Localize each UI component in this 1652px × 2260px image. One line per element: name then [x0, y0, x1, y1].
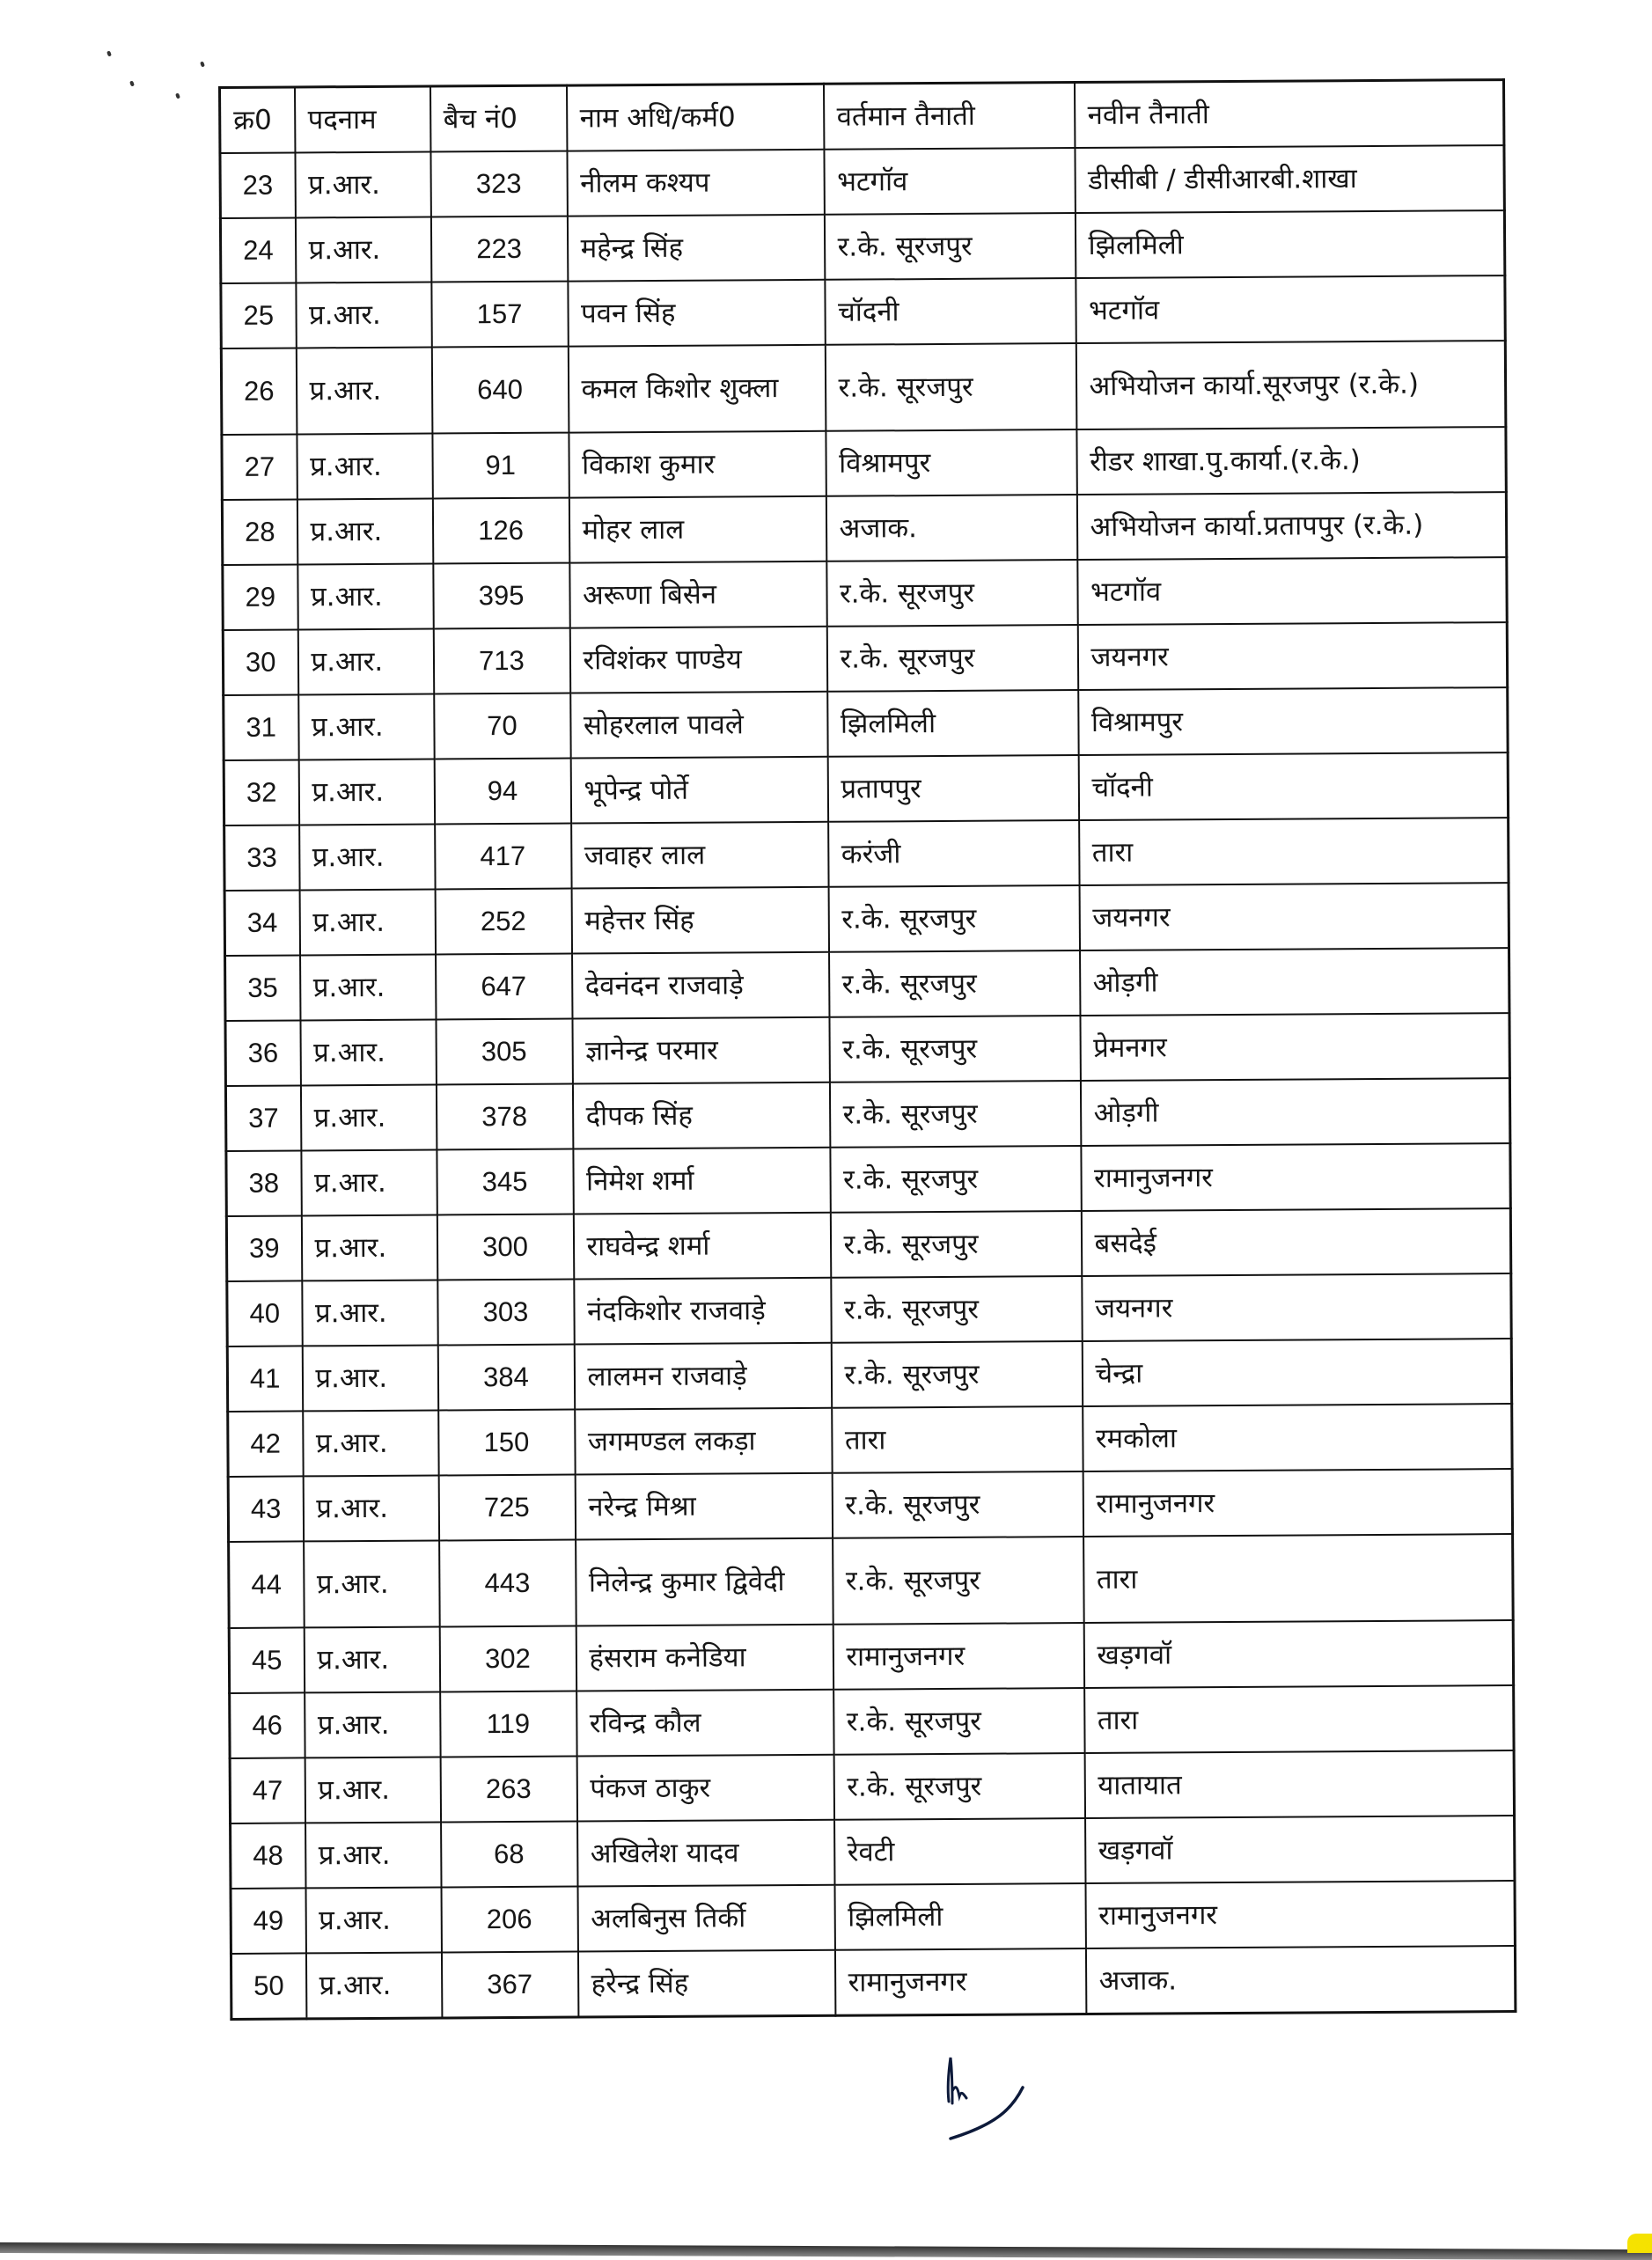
name-cell: नंदकिशोर राजवाड़े	[574, 1278, 831, 1345]
current-posting-cell: र.के. सूरजपुर	[830, 1211, 1081, 1278]
current-posting-cell: र.के. सूरजपुर	[833, 1753, 1084, 1820]
serial-no-cell: 26	[221, 348, 297, 435]
name-cell: निमेश शर्मा	[573, 1148, 830, 1214]
table-row	[222, 492, 1506, 565]
table-body	[220, 145, 1516, 2019]
batch-no-cell: 713	[433, 628, 569, 694]
designation-cell: प्र.आर.	[302, 1346, 437, 1412]
serial-no-cell: 24	[220, 217, 295, 283]
serial-no-cell: 31	[224, 694, 298, 760]
batch-no-cell: 252	[435, 889, 571, 955]
table-row	[228, 1404, 1512, 1477]
new-posting-cell: डीसीबी / डीसीआरबी.शाखा	[1075, 145, 1504, 213]
table-row	[227, 1273, 1511, 1346]
designation-cell: प्र.आर.	[296, 348, 432, 435]
current-posting-cell: र.के. सूरजपुर	[831, 1341, 1082, 1408]
table-row	[223, 622, 1507, 695]
serial-no-cell: 44	[229, 1541, 305, 1628]
current-posting-cell: र.के. सूरजपुर	[826, 560, 1077, 627]
name-cell: महेत्तर सिंह	[571, 887, 828, 954]
designation-cell: प्र.आर.	[305, 1822, 441, 1888]
current-posting-cell: र.के. सूरजपुर	[829, 1081, 1080, 1148]
serial-no-cell: 50	[231, 1953, 305, 2019]
name-cell: ज्ञानेन्द्र परमार	[572, 1017, 829, 1084]
batch-no-cell: 119	[440, 1691, 576, 1757]
designation-cell: प्र.आर.	[304, 1626, 439, 1692]
serial-no-cell: 28	[222, 499, 297, 565]
name-cell: जगमण्डल लकड़ा	[575, 1408, 832, 1475]
name-cell: अरूणा बिसेन	[569, 561, 826, 628]
batch-no-cell: 150	[438, 1410, 575, 1476]
designation-cell: प्र.आर.	[301, 1150, 437, 1216]
serial-no-cell: 46	[230, 1692, 305, 1758]
serial-no-cell: 27	[222, 434, 297, 500]
new-posting-cell: भटगॉव	[1077, 557, 1507, 625]
batch-no-cell: 725	[438, 1475, 575, 1541]
name-cell: विकाश कुमार	[569, 431, 826, 498]
signature	[933, 2051, 1056, 2147]
designation-cell: प्र.आर.	[305, 1952, 441, 2018]
current-posting-cell: रामानुजनगर	[834, 1948, 1085, 2015]
yellow-corner-mark	[1627, 2234, 1652, 2253]
header-batch-no: बैच नं0	[430, 85, 567, 151]
page-bottom-edge	[0, 2242, 1652, 2260]
table-row	[226, 1143, 1510, 1216]
batch-no-cell: 157	[431, 282, 568, 348]
header-current-posting: वर्तमान तैनाती	[823, 83, 1074, 150]
batch-no-cell: 647	[436, 954, 572, 1020]
batch-no-cell: 443	[439, 1540, 576, 1627]
table-row	[224, 687, 1508, 760]
current-posting-cell: चॉदनी	[825, 278, 1076, 345]
serial-no-cell: 33	[224, 825, 299, 891]
batch-no-cell: 323	[430, 151, 567, 217]
new-posting-cell: रीडर शाखा.पु.कार्या.(र.के.)	[1076, 427, 1506, 495]
table-row	[224, 752, 1508, 825]
designation-cell: प्र.आर.	[305, 1887, 441, 1953]
serial-no-cell: 43	[228, 1476, 303, 1542]
designation-cell: प्र.आर.	[300, 1085, 436, 1151]
name-cell: दीपक सिंह	[572, 1082, 829, 1149]
new-posting-cell: ओड़गी	[1080, 948, 1509, 1016]
current-posting-cell: रेवटी	[834, 1818, 1085, 1885]
name-cell: नरेन्द्र मिश्रा	[575, 1473, 832, 1540]
new-posting-cell: रमकोला	[1083, 1404, 1512, 1471]
current-posting-cell: प्रतापपुर	[827, 755, 1078, 822]
current-posting-cell: र.के. सूरजपुर	[825, 343, 1076, 431]
table-row	[221, 341, 1506, 435]
serial-no-cell: 45	[229, 1627, 304, 1693]
current-posting-cell: र.के. सूरजपुर	[828, 885, 1079, 952]
new-posting-cell: भटगॉव	[1076, 275, 1505, 343]
name-cell: भूपेन्द्र पोर्ते	[570, 757, 827, 824]
table-row	[220, 210, 1504, 283]
designation-cell: प्र.आर.	[304, 1541, 440, 1628]
name-cell: पवन सिंह	[568, 280, 825, 347]
serial-no-cell: 49	[231, 1888, 305, 1954]
name-cell: महेन्द्र सिंह	[567, 215, 824, 282]
designation-cell: प्र.आर.	[305, 1757, 440, 1823]
current-posting-cell: रामानुजनगर	[833, 1623, 1083, 1690]
batch-no-cell: 378	[436, 1084, 572, 1150]
name-cell: सोहरलाल पावले	[570, 692, 827, 759]
current-posting-cell: अजाक.	[826, 495, 1076, 561]
batch-no-cell: 94	[434, 759, 570, 825]
new-posting-cell: प्रेमनगर	[1080, 1013, 1509, 1081]
current-posting-cell: र.के. सूरजपुर	[826, 625, 1077, 692]
new-posting-cell: चेन्द्रा	[1082, 1339, 1511, 1406]
current-posting-cell: र.के. सूरजपुर	[829, 1016, 1080, 1082]
name-cell: अलबिनुस तिर्की	[577, 1885, 834, 1952]
new-posting-cell: रामानुजनगर	[1081, 1143, 1510, 1211]
current-posting-cell: भटगॉव	[824, 148, 1075, 215]
current-posting-cell: विश्रामपुर	[826, 429, 1076, 496]
name-cell: हरेन्द्र सिंह	[577, 1950, 834, 2017]
name-cell: लालमन राजवाड़े	[574, 1343, 831, 1410]
new-posting-cell: बसदेई	[1081, 1208, 1510, 1276]
current-posting-cell: र.के. सूरजपुर	[832, 1471, 1083, 1538]
table-row	[223, 557, 1507, 630]
header-name: नाम अधि/कर्म0	[567, 84, 824, 150]
name-cell: अखिलेश यादव	[577, 1820, 834, 1887]
batch-no-cell: 70	[434, 693, 570, 759]
name-cell: नीलम कश्यप	[567, 150, 824, 216]
table-row	[220, 145, 1504, 218]
serial-no-cell: 39	[226, 1215, 301, 1281]
name-cell: रविन्द्र कौल	[576, 1690, 833, 1757]
scan-speck	[129, 80, 135, 86]
batch-no-cell: 300	[437, 1214, 573, 1280]
transfer-table	[218, 78, 1516, 2021]
serial-no-cell: 40	[227, 1280, 302, 1346]
current-posting-cell: र.के. सूरजपुर	[824, 213, 1075, 280]
table-row	[231, 1816, 1515, 1889]
current-posting-cell: करंजी	[828, 820, 1079, 887]
header-new-posting: नवीन तैनाती	[1074, 80, 1503, 148]
batch-no-cell: 345	[437, 1149, 573, 1215]
designation-cell: प्र.आर.	[301, 1215, 437, 1281]
designation-cell: प्र.आर.	[300, 955, 436, 1021]
new-posting-cell: यातायात	[1084, 1750, 1514, 1818]
serial-no-cell: 34	[224, 890, 299, 956]
designation-cell: प्र.आर.	[303, 1476, 438, 1542]
scan-speck	[106, 50, 112, 56]
designation-cell: प्र.आर.	[305, 1691, 440, 1757]
name-cell: मोहर लाल	[569, 496, 826, 563]
name-cell: जवाहर लाल	[571, 822, 828, 889]
designation-cell: प्र.आर.	[303, 1411, 438, 1477]
serial-no-cell: 25	[221, 282, 296, 349]
header-serial-no: क्र0	[220, 87, 295, 153]
new-posting-cell: जयनगर	[1082, 1273, 1511, 1341]
new-posting-cell: खड़गवॉ	[1083, 1620, 1513, 1688]
table-header-row	[220, 80, 1504, 153]
table-row	[229, 1620, 1513, 1693]
current-posting-cell: र.के. सूरजपुर	[830, 1146, 1081, 1213]
serial-no-cell: 38	[226, 1150, 301, 1216]
current-posting-cell: झिलमिली	[834, 1883, 1085, 1950]
batch-no-cell: 640	[431, 347, 569, 434]
name-cell: पंकज ठाकुर	[576, 1755, 833, 1822]
batch-no-cell: 263	[440, 1757, 576, 1823]
batch-no-cell: 302	[439, 1626, 576, 1692]
serial-no-cell: 41	[227, 1346, 302, 1412]
name-cell: निलेन्द्र कुमार द्विवेदी	[576, 1538, 833, 1626]
table-row	[225, 948, 1509, 1021]
current-posting-cell: र.के. सूरजपुर	[833, 1537, 1084, 1625]
serial-no-cell: 32	[224, 759, 298, 825]
serial-no-cell: 23	[220, 152, 295, 218]
table-row	[230, 1685, 1514, 1758]
table-row	[225, 1078, 1509, 1151]
designation-cell: प्र.आर.	[302, 1280, 437, 1346]
table-row	[226, 1208, 1510, 1281]
designation-cell: प्र.आर.	[297, 499, 432, 565]
designation-cell: प्र.आर.	[295, 217, 430, 283]
table-row	[231, 1881, 1515, 1954]
table-row	[228, 1469, 1512, 1542]
designation-cell: प्र.आर.	[298, 694, 434, 760]
serial-no-cell: 30	[223, 629, 297, 695]
serial-no-cell: 42	[228, 1411, 303, 1477]
batch-no-cell: 91	[432, 433, 569, 499]
table-row	[224, 883, 1509, 956]
new-posting-cell: झिलमिली	[1075, 210, 1504, 278]
new-posting-cell: तारा	[1083, 1534, 1514, 1623]
designation-cell: प्र.आर.	[297, 564, 433, 630]
serial-no-cell: 48	[231, 1823, 305, 1889]
table-row	[224, 818, 1509, 891]
new-posting-cell: जयनगर	[1077, 622, 1507, 690]
scan-speck	[175, 92, 180, 99]
name-cell: राघवेन्द्र शर्मा	[573, 1213, 830, 1280]
new-posting-cell: रामानुजनगर	[1085, 1881, 1515, 1948]
name-cell: देवनंदन राजवाड़े	[572, 952, 829, 1019]
batch-no-cell: 126	[432, 498, 569, 564]
serial-no-cell: 37	[225, 1085, 300, 1151]
batch-no-cell: 417	[435, 824, 571, 890]
designation-cell: प्र.आर.	[299, 825, 435, 891]
current-posting-cell: र.के. सूरजपुर	[831, 1276, 1082, 1343]
header-designation: पदनाम	[295, 86, 430, 152]
new-posting-cell: चॉदनी	[1078, 752, 1508, 820]
designation-cell: प्र.आर.	[297, 434, 432, 500]
table-row	[230, 1750, 1514, 1823]
designation-cell: प्र.आर.	[296, 282, 431, 349]
designation-cell: प्र.आर.	[299, 890, 435, 956]
name-cell: रविशंकर पाण्डेय	[569, 627, 826, 693]
name-cell: कमल किशोर शुक्ला	[568, 345, 826, 433]
serial-no-cell: 36	[225, 1020, 300, 1086]
new-posting-cell: तारा	[1079, 818, 1509, 885]
batch-no-cell: 367	[441, 1952, 577, 2018]
serial-no-cell: 29	[223, 564, 297, 630]
batch-no-cell: 223	[430, 216, 567, 282]
batch-no-cell: 206	[441, 1887, 577, 1953]
name-cell: हंसराम कनेडिया	[576, 1625, 833, 1691]
new-posting-cell: खड़गवॉ	[1085, 1816, 1515, 1883]
new-posting-cell: जयनगर	[1079, 883, 1509, 950]
batch-no-cell: 68	[441, 1822, 577, 1888]
table-row	[227, 1339, 1511, 1412]
new-posting-cell: रामानुजनगर	[1083, 1469, 1512, 1537]
new-posting-cell: अजाक.	[1085, 1946, 1515, 2014]
batch-no-cell: 395	[433, 563, 569, 629]
scan-speck	[200, 61, 205, 67]
table-row	[229, 1534, 1514, 1628]
serial-no-cell: 47	[230, 1757, 305, 1823]
current-posting-cell: र.के. सूरजपुर	[833, 1688, 1084, 1755]
batch-no-cell: 384	[437, 1345, 574, 1411]
new-posting-cell: विश्रामपुर	[1078, 687, 1508, 755]
designation-cell: प्र.आर.	[295, 152, 430, 218]
designation-cell: प्र.आर.	[298, 759, 434, 825]
serial-no-cell: 35	[225, 955, 300, 1021]
new-posting-cell: ओड़गी	[1080, 1078, 1509, 1146]
table-row	[221, 275, 1505, 349]
designation-cell: प्र.आर.	[297, 629, 433, 695]
batch-no-cell: 305	[436, 1019, 572, 1085]
designation-cell: प्र.आर.	[300, 1020, 436, 1086]
transfer-list-sheet	[218, 78, 1516, 2021]
table-row	[231, 1946, 1515, 2019]
current-posting-cell: झिलमिली	[827, 690, 1078, 757]
table-row	[225, 1013, 1509, 1086]
table-row	[222, 427, 1506, 500]
batch-no-cell: 303	[437, 1280, 574, 1346]
new-posting-cell: तारा	[1084, 1685, 1514, 1753]
new-posting-cell: अभियोजन कार्या.सूरजपुर (र.के.)	[1076, 341, 1506, 429]
new-posting-cell: अभियोजन कार्या.प्रतापपुर (र.के.)	[1076, 492, 1506, 560]
current-posting-cell: तारा	[832, 1406, 1083, 1473]
current-posting-cell: र.के. सूरजपुर	[829, 950, 1080, 1017]
